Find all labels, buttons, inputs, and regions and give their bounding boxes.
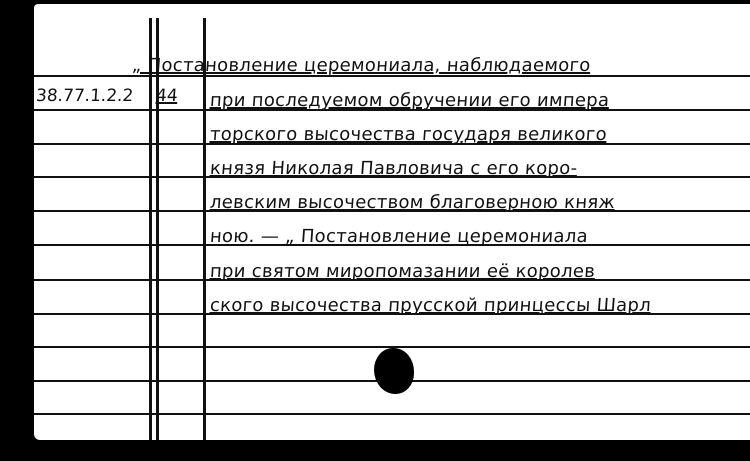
text-line-1: „ Постановление церемониала, наблюдаемого — [131, 55, 592, 76]
ink-blot — [374, 348, 414, 394]
text-line-7: при святом миропомазании её королев — [209, 261, 596, 282]
text-line-6: ною. — „ Постановление церемониала — [209, 226, 589, 247]
margin-line-right — [203, 18, 206, 440]
text-line-2: при последуемом обручении его импера — [209, 90, 611, 111]
margin-line-left — [149, 18, 152, 440]
text-line-4: князя Николая Павловича с его коро- — [209, 158, 579, 179]
margin-line-middle — [156, 18, 159, 440]
item-number: 44 — [155, 86, 179, 106]
text-line-8: ского высочества прусской принцессы Шарл — [209, 295, 652, 316]
call-number: 38.77.1.2.2 — [35, 86, 135, 106]
text-line-5: левским высочеством благоверною княж — [209, 192, 616, 213]
ruled-line — [34, 413, 750, 415]
text-line-3: торского высочества государя великого — [209, 124, 608, 145]
catalog-card — [34, 4, 750, 440]
